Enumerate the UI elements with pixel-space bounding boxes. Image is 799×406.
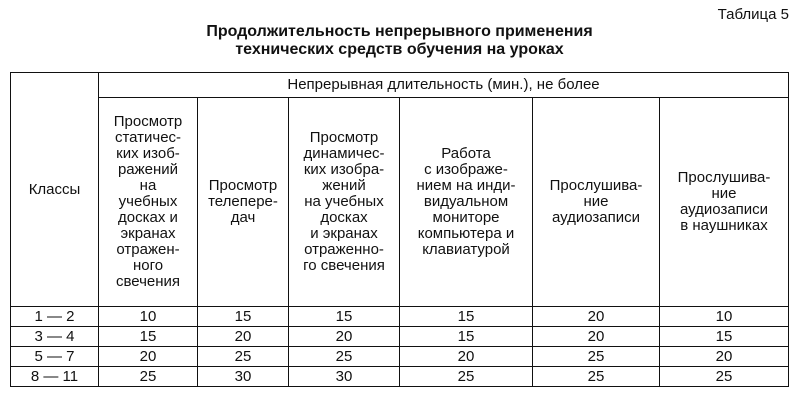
table-row (11, 307, 789, 327)
row-class-label: 1 — 2 (11, 307, 99, 327)
header-tv: Просмотр телепере- дач (198, 98, 289, 307)
table-row (11, 327, 789, 347)
table-cell: 15 (400, 327, 533, 347)
table-cell: 15 (198, 307, 289, 327)
header-duration-span: Непрерывная длительность (мин.), не более (99, 73, 789, 98)
row-class-label: 3 — 4 (11, 327, 99, 347)
table-cell: 25 (533, 367, 660, 387)
header-computer-work: Работа с изображе- нием на инди- видуальном мониторе компьютера и клавиатурой (400, 98, 533, 307)
table-cell: 20 (400, 347, 533, 367)
table-row (11, 367, 789, 387)
table-cell: 25 (289, 347, 400, 367)
header-classes: Классы (11, 73, 99, 307)
table-cell: 25 (400, 367, 533, 387)
table-cell: 15 (660, 327, 789, 347)
table-cell: 25 (660, 367, 789, 387)
table-cell: 20 (99, 347, 198, 367)
row-class-label: 8 — 11 (11, 367, 99, 387)
table-cell: 25 (533, 347, 660, 367)
table-cell: 30 (289, 367, 400, 387)
table-cell: 15 (99, 327, 198, 347)
row-class-label: 5 — 7 (11, 347, 99, 367)
table-cell: 20 (533, 307, 660, 327)
table-title (0, 23, 799, 59)
table-cell: 10 (99, 307, 198, 327)
table-cell: 20 (660, 347, 789, 367)
header-static-images: Просмотр статичес- ких изоб- ражений на учебных досках и экранах отражен- ного свечения (99, 98, 198, 307)
duration-table (10, 72, 789, 387)
cut-off-text-line (0, 0, 720, 5)
table-cell: 20 (289, 327, 400, 347)
header-audio-headphones: Прослушива- ние аудиозаписи в наушниках (660, 98, 789, 307)
header-audio: Прослушива- ние аудиозаписи (533, 98, 660, 307)
table-row (11, 347, 789, 367)
table-cell: 30 (198, 367, 289, 387)
table-cell: 15 (400, 307, 533, 327)
table-cell: 10 (660, 307, 789, 327)
table-number-label: Таблица 5 (717, 6, 789, 23)
table-cell: 20 (198, 327, 289, 347)
header-dynamic-images: Просмотр динамичес- ких изобра- жений на учебных досках и экранах отраженно- го свечения (289, 98, 400, 307)
table-cell: 25 (99, 367, 198, 387)
table-title-line-1: Продолжительность непрерывного применения (206, 23, 593, 40)
table-cell: 25 (198, 347, 289, 367)
table-cell: 20 (533, 327, 660, 347)
table-cell: 15 (289, 307, 400, 327)
table-title-line-2: технических средств обучения на уроках (235, 41, 564, 58)
